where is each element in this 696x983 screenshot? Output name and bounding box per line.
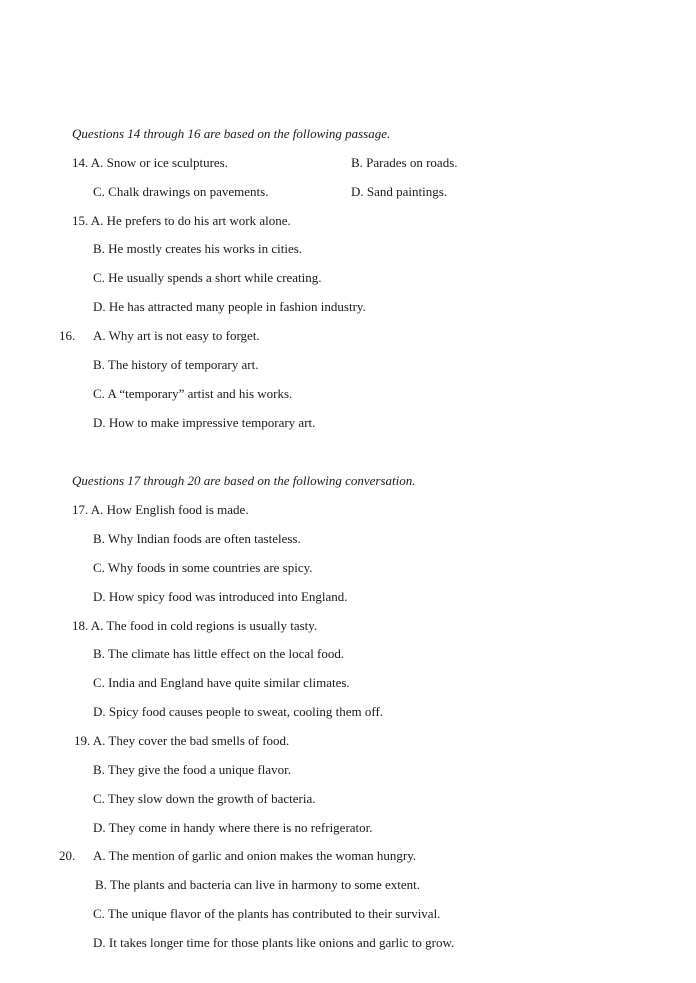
q15-option-d: D. He has attracted many people in fashion industry. <box>93 299 366 314</box>
q17-option-d: D. How spicy food was introduced into England. <box>93 589 348 604</box>
q16-option-b: B. The history of temporary art. <box>93 357 259 372</box>
q15-option-c: C. He usually spends a short while creating. <box>93 270 322 285</box>
q19-option-b: B. They give the food a unique flavor. <box>93 762 291 777</box>
q15-option-b: B. He mostly creates his works in cities. <box>93 241 303 256</box>
q17-option-a: 17. A. How English food is made. <box>72 502 249 517</box>
q14-option-c: C. Chalk drawings on pavements. <box>93 184 269 199</box>
q17-option-b: B. Why Indian foods are often tasteless. <box>93 531 301 546</box>
q19-option-a: 19. A. They cover the bad smells of food. <box>74 733 290 748</box>
q16-option-c: C. A “temporary” artist and his works. <box>93 386 293 401</box>
q19-option-c: C. They slow down the growth of bacteria. <box>93 791 316 806</box>
q18-option-a: 18. A. The food in cold regions is usually tasty. <box>72 618 318 633</box>
q14-option-a: 14. A. Snow or ice sculptures. <box>72 155 228 170</box>
q20-option-a: A. The mention of garlic and onion makes the woman hungry. <box>93 848 417 863</box>
q20-option-d: D. It takes longer time for those plants like onions and garlic to grow. <box>93 935 455 950</box>
q18-option-c: C. India and England have quite similar climates. <box>93 675 350 690</box>
q20-option-c: C. The unique flavor of the plants has contributed to their survival. <box>93 906 441 921</box>
q20-option-b: B. The plants and bacteria can live in harmony to some extent. <box>95 877 421 892</box>
section-instruction: Questions 17 through 20 are based on the following conversation. <box>72 473 416 488</box>
q14-option-b: B. Parades on roads. <box>351 155 458 170</box>
q14-option-d: D. Sand paintings. <box>351 184 448 199</box>
q16-option-d: D. How to make impressive temporary art. <box>93 415 316 430</box>
q18-option-b: B. The climate has little effect on the local food. <box>93 646 345 661</box>
q19-option-d: D. They come in handy where there is no refrigerator. <box>93 820 373 835</box>
q15-option-a: 15. A. He prefers to do his art work alone. <box>72 213 291 228</box>
q20-number: 20. <box>59 848 76 863</box>
q17-option-c: C. Why foods in some countries are spicy. <box>93 560 313 575</box>
q18-option-d: D. Spicy food causes people to sweat, cooling them off. <box>93 704 384 719</box>
section-instruction: Questions 14 through 16 are based on the following passage. <box>72 126 391 141</box>
q16-option-a: A. Why art is not easy to forget. <box>93 328 260 343</box>
q16-number: 16. <box>59 328 76 343</box>
